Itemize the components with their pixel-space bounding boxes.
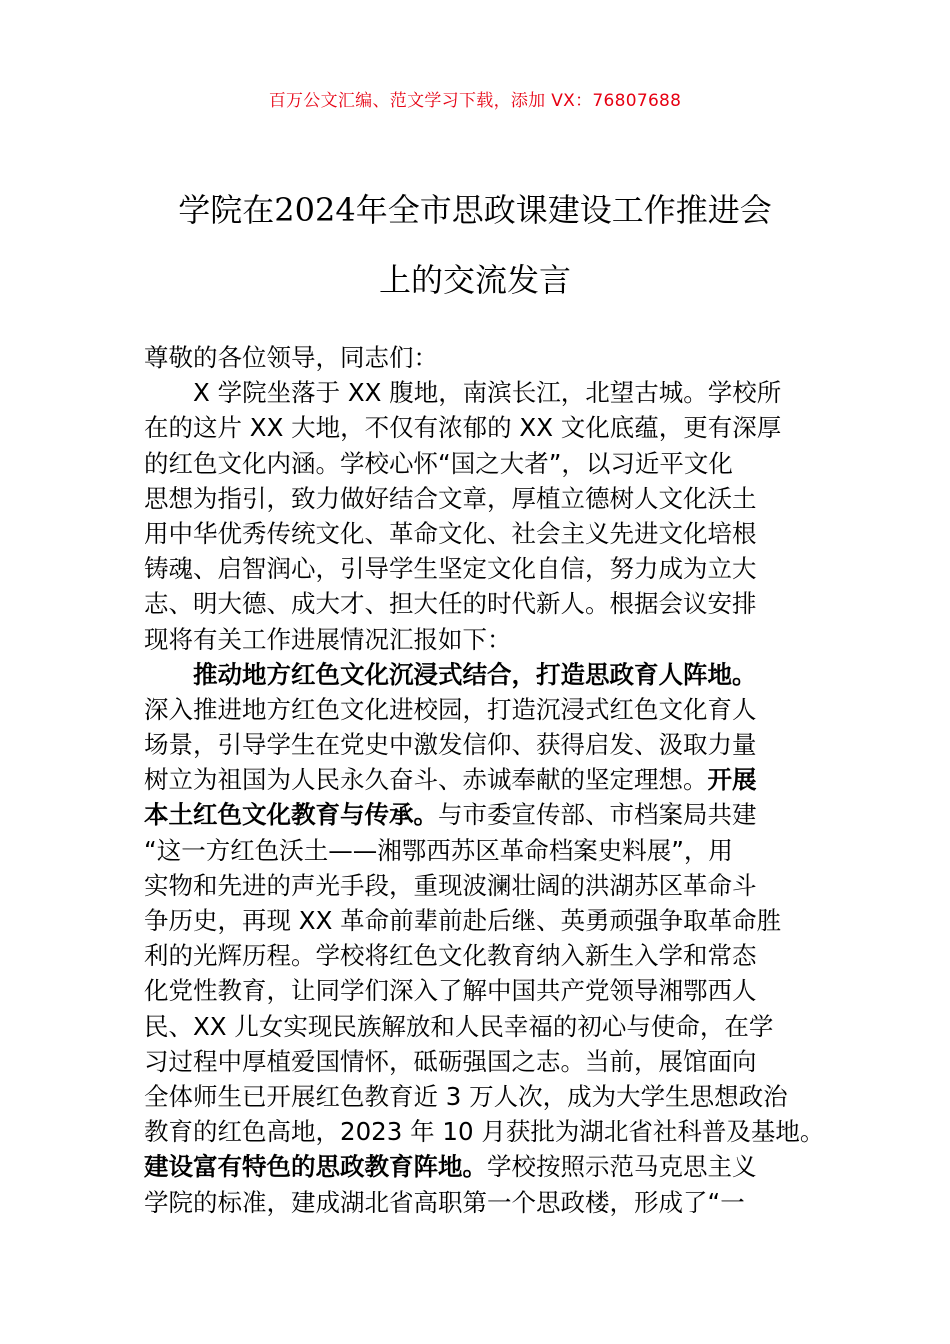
paragraph-2-line: 学院的标准，建成湖北省高职第一个思政楼，形成了“一 — [144, 1187, 745, 1217]
salutation: 尊敬的各位领导，同志们： — [144, 343, 438, 372]
subheading-local-red-culture-start: 开展 — [707, 765, 757, 795]
paragraph-2-line: 场景，引导学生在党史中激发信仰、获得启发、汲取力量 — [144, 730, 757, 760]
paragraph-2-line: “这一方红色沃土——湘鄂西苏区革命档案史料展”，用 — [144, 835, 733, 865]
paragraph-1-line: X 学院坐落于 XX 腹地，南滨长江，北望古城。学校所 — [193, 378, 782, 408]
paragraph-2-line: 深入推进地方红色文化进校园，打造沉浸式红色文化育人 — [144, 694, 757, 724]
paragraph-1-line: 在的这片 XX 大地，不仅有浓郁的 XX 文化底蕴，更有深厚 — [144, 413, 782, 443]
paragraph-2-line — [144, 762, 812, 797]
paragraph-2-line: 全体师生已开展红色教育近 3 万人次，成为大学生思想政治 — [144, 1081, 788, 1111]
paragraph-2-line: 习过程中厚植爱国情怀，砥砺强国之志。当前，展馆面向 — [144, 1046, 757, 1076]
paragraph-2-line: 民、XX 儿女实现民族解放和人民幸福的初心与使命，在学 — [144, 1011, 774, 1041]
paragraph-2-text: 学校按照示范马克思主义 — [487, 1152, 757, 1182]
document-body — [144, 340, 825, 1220]
paragraph-2-line: 化党性教育，让同学们深入了解中国共产党领导湘鄂西人 — [144, 976, 757, 1006]
section-heading-red-culture: 推动地方红色文化沉浸式结合，打造思政育人阵地。 — [193, 659, 757, 689]
paragraph-2-line: 实物和先进的声光手段，重现波澜壮阔的洪湖苏区革命斗 — [144, 870, 757, 900]
paragraph-1-line: 用中华优秀传统文化、革命文化、社会主义先进文化培根 — [144, 518, 757, 548]
paragraph-2-line — [144, 1149, 812, 1184]
paragraph-2-line: 争历史，再现 XX 革命前辈前赴后继、英勇顽强争取革命胜 — [144, 906, 782, 935]
paragraph-1-line: 铸魂、启智润心，引导学生坚定文化自信，努力成为立大 — [144, 554, 757, 584]
header-promo-note: 百万公文汇编、范文学习下载，添加 VX：76807688 — [268, 91, 682, 111]
paragraph-2-text: 树立为祖国为人民永久奋斗、赤诚奉献的坚定理想。 — [144, 765, 708, 795]
paragraph-1-line: 思想为指引，致力做好结合文章，厚植立德树人文化沃土 — [144, 483, 757, 513]
subheading-local-red-culture-end: 本土红色文化教育与传承。 — [144, 800, 438, 830]
paragraph-1-line: 的红色文化内涵。学校心怀“国之大者”，以习近平文化 — [144, 448, 733, 478]
title-line-1: 学院在2024年全市思政课建设工作推进会 — [178, 191, 772, 229]
paragraph-2-line: 利的光辉历程。学校将红色文化教育纳入新生入学和常态 — [144, 941, 757, 971]
paragraph-1-line: 志、明大德、成大才、担大任的时代新人。根据会议安排 — [144, 589, 757, 619]
document-title — [100, 175, 850, 315]
paragraph-2-line — [144, 797, 812, 832]
paragraph-1-line: 现将有关工作进展情况汇报如下： — [144, 624, 512, 654]
paragraph-2-text: 与市委宣传部、市档案局共建 — [438, 800, 757, 830]
title-line-2: 上的交流发言 — [378, 261, 571, 299]
paragraph-2-line: 教育的红色高地，2023 年 10 月获批为湖北省社科普及基地。 — [144, 1117, 825, 1147]
subheading-ideological-base: 建设富有特色的思政教育阵地。 — [144, 1152, 487, 1182]
